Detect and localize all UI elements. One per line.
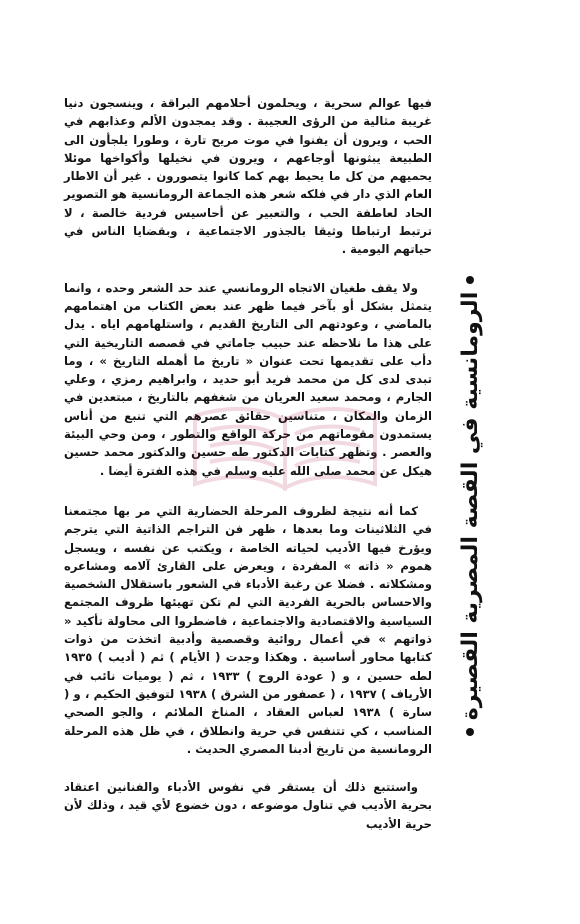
paragraph-spacer <box>64 259 432 279</box>
body-text <box>64 94 432 833</box>
paragraph-4: واستتبع ذلك أن يستقر في نفوس الأدباء والفنانين اعتقاد بحرية الأديب في تناول موضوعه ، دون خضوع لأي قيد ، وذلك لأن حرية الأديب <box>64 780 432 831</box>
paragraph-2: ولا يقف طغيان الاتجاه الرومانسي عند حد الشعر وحده ، وانما يتمثل بشكل أو بآخر فيما ظهر عند بعض الكتاب من اهتمامهم بالماضي ، وعودتهم الى التاريخ القديم ، واستلهامهم اياه . يدل على هذا ما نلاحظه عند حبيب جاماتي في قصصه التاريخية التي دأب على تقديمها تحت عنوان « تاريخ ما أهمله التاريخ » ، وما تبدى لدى كل من محمد فريد أبو حديد ، وابراهيم رمزي ، وعلي الجارم ، ومحمد سعيد العريان من شغفهم بالتاريخ ، مبتعدين في الزمان والمكان ، متناسين حقائق عصرهم التي تنبع من أناس يستمدون مقوماتهم من حركة الواقع والتطور ، ومن وحي البيئة والعصر . وتظهر كتابات الدكتور طه حسين والدكتور محمد حسين هيكل عن محمد صلى الله عليه وسلم في هذه الفترة أيضا . <box>64 280 432 478</box>
running-title <box>454 226 486 786</box>
bullet-icon <box>466 276 474 284</box>
paragraph-spacer <box>64 480 432 502</box>
paragraph-spacer <box>64 758 432 778</box>
paragraph-1: فيها عوالم سحرية ، ويحلمون أحلامهم البراقة ، وينسجون دنيا غريبة مثالية من الرؤى العجيبة . وقد يمجدون الألم وعذابهم في الحب ، ويرون أن يفنوا في موت مريح تارة ، وطورا يلجأون الى الطبيعة يبثونها أوجاعهم ، ويرون في نخيلها وأكواخها موئلا يحميهم من كل ما يحيط بهم كما كانوا يتصورون . غير أن الاطار العام الذي دار في فلكه شعر هذه الجماعة الرومانسية هو التصوير الحاد لعاطفة الحب ، والتعبير عن أحاسيس فردية خالصة ، لا ترتبط ارتباطا وثيقا بالجذور الاجتماعية ، وبقضايا الناس في حياتهم اليومية . <box>64 96 432 257</box>
paragraph-3: كما أنه نتيجة لظروف المرحلة الحضارية التي مر بها مجتمعنا في الثلاثينات وما بعدها ، ظهر فن التراجم الذاتية التي يترجم ويؤرخ فيها الأديب لحياته الخاصة ، ويكتب عن نفسه ، ويسجل هموم « ذاته » المفردة ، ويعرض على القارئ آلامه ومشاعره ومشكلاته . فضلا عن رغبة الأدباء في الشعور باستقلال الشخصية والاحساس بالحرية الفردية التي لم تكن تهيئها ظروف المجتمع السياسية والاقتصادية والاجتماعية ، فاضطروا الى محاولة تأكيد « ذواتهم » في أعمال روائية وقصصية وأدبية اتخذت من ذوات كتابها محاور أساسية . وهكذا وجدت ( الأيام ) ثم ( أديب ) ١٩٣٥ لطه حسين ، و ( عودة الروح ) ١٩٣٣ ، ثم ( يوميات نائب في الأرياف ) ١٩٣٧ ، ( عصفور من الشرق ) ١٩٣٨ لتوفيق الحكيم ، و ( سارة ) ١٩٣٨ لعباس العقاد ، المناخ الملائم ، والجو الصحي المناسب ، كي تتنفس في حرية وانطلاق ، في ظل هذه المرحلة الرومانسية من تاريخ أدبنا المصري الحديث . <box>64 503 433 756</box>
running-title-text: الرومانسية في القصة المصرية القصيرة <box>457 291 483 721</box>
bullet-icon <box>466 728 474 736</box>
